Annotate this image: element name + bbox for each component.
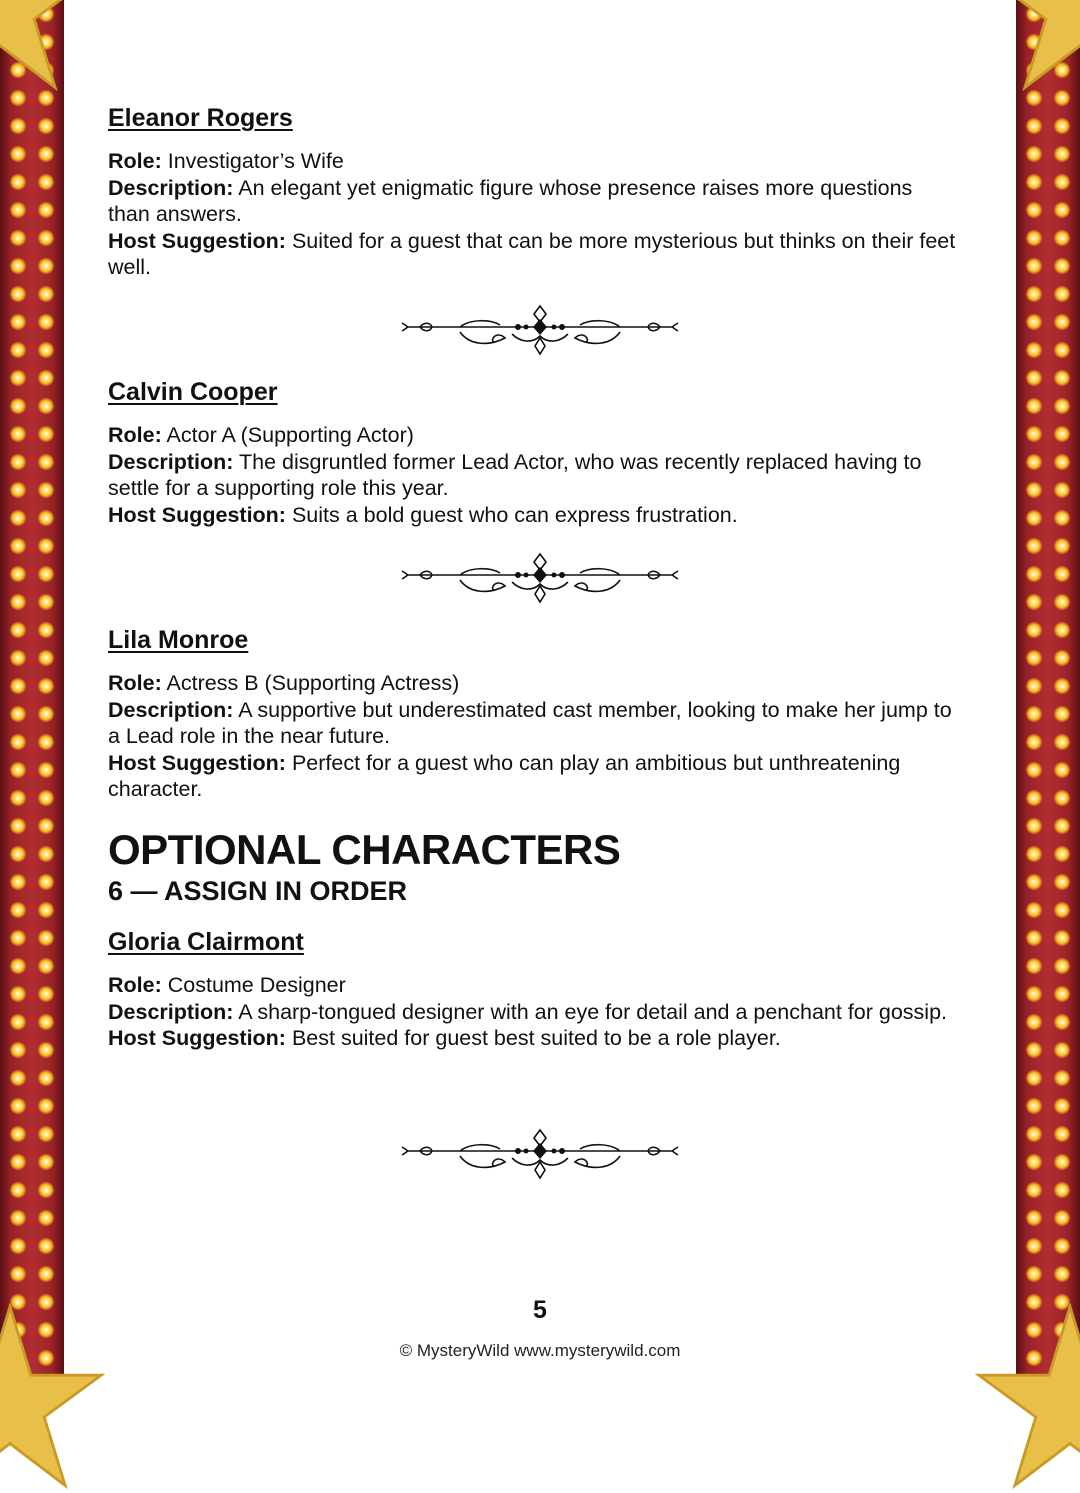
character-description: An elegant yet enigmatic figure whose presence raises more questions than answers. xyxy=(108,175,913,226)
character-description: A sharp-tongued designer with an eye for detail and a penchant for gossip. xyxy=(238,999,948,1024)
gold-star-icon xyxy=(0,0,95,95)
role-label: Role: xyxy=(108,149,162,173)
character-role: Investigator’s Wife xyxy=(167,149,344,173)
gold-star-icon xyxy=(0,1303,105,1493)
character-host-suggestion: Suits a bold guest who can express frustration. xyxy=(291,502,738,527)
description-label: Description: xyxy=(108,999,234,1024)
page-number: 5 xyxy=(533,1296,547,1324)
ornament-divider-icon xyxy=(400,550,680,606)
role-label: Role: xyxy=(108,973,162,997)
gold-star-icon xyxy=(975,1303,1080,1493)
marquee-light-border-left xyxy=(0,0,64,1398)
role-label: Role: xyxy=(108,423,162,447)
ornament-divider-icon xyxy=(400,302,680,358)
character-host-suggestion: Perfect for a guest who can play an ambitious but unthreatening character. xyxy=(108,750,901,801)
description-label: Description: xyxy=(108,449,234,474)
ornament-divider-icon xyxy=(400,1126,680,1182)
host-suggestion-label: Host Suggestion: xyxy=(108,502,286,527)
section-title: OPTIONAL CHARACTERS xyxy=(108,826,621,873)
character-host-suggestion: Best suited for guest best suited to be a role player. xyxy=(291,1026,781,1050)
character-name: Lila Monroe xyxy=(108,626,249,654)
gold-star-icon xyxy=(985,0,1080,95)
character-description: The disgruntled former Lead Actor, who was recently replaced having to settle for a supporting role this year. xyxy=(108,449,922,500)
footer-copyright: © MysteryWild www.mysterywild.com xyxy=(399,1341,681,1360)
host-suggestion-label: Host Suggestion: xyxy=(108,750,286,775)
marquee-light-border-right xyxy=(1016,0,1080,1398)
description-label: Description: xyxy=(108,697,234,722)
character-description: A supportive but underestimated cast member, looking to make her jump to a Lead role in the near future. xyxy=(108,697,952,748)
role-label: Role: xyxy=(108,671,162,695)
character-name: Calvin Cooper xyxy=(108,378,278,406)
description-label: Description: xyxy=(108,175,234,200)
character-name: Gloria Clairmont xyxy=(108,928,304,956)
host-suggestion-label: Host Suggestion: xyxy=(108,1026,286,1050)
character-details xyxy=(108,670,958,803)
character-details xyxy=(108,422,958,528)
character-details xyxy=(108,972,958,1052)
section-subtitle: 6 — ASSIGN IN ORDER xyxy=(108,876,408,906)
character-name: Eleanor Rogers xyxy=(108,104,293,132)
character-details xyxy=(108,148,958,281)
host-suggestion-label: Host Suggestion: xyxy=(108,228,286,253)
character-role: Actor A (Supporting Actor) xyxy=(166,423,414,447)
character-host-suggestion: Suited for a guest that can be more mysterious but thinks on their feet well. xyxy=(108,228,956,279)
character-role: Costume Designer xyxy=(167,973,346,997)
character-role: Actress B (Supporting Actress) xyxy=(166,671,460,695)
